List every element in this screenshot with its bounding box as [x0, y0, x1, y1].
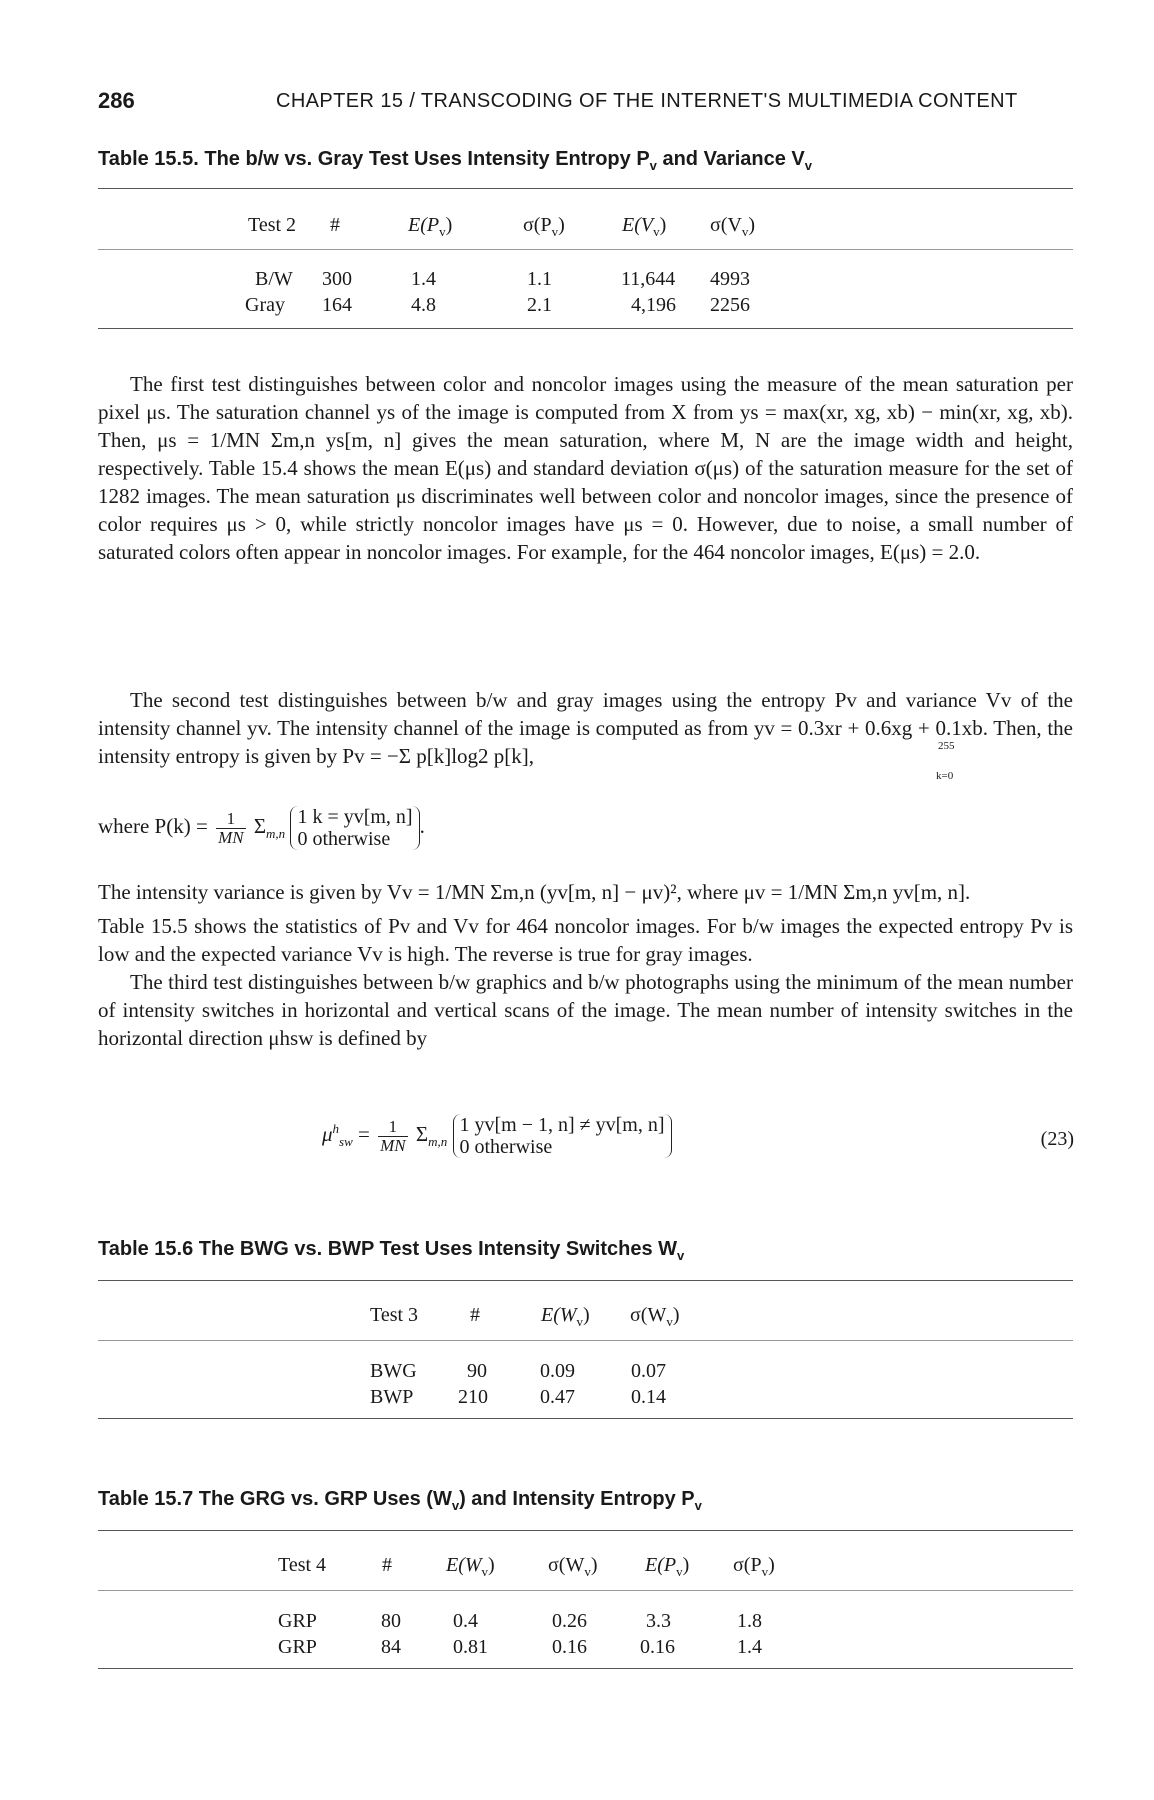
paragraph-text: The first test distinguishes between color and noncolor images using the measure of the mean saturation per pixel μs. The saturation channel ys of the image is computed from X from ys = max(xr, xg, xb) − min(xr, xg, xb). Then, μs = 1/MN Σm,n ys[m, n] gives the mean saturation, where M, N are the image width and height, respectively. Table 15.4 shows the mean E(μs) and standard deviation σ(μs) of the saturation measure for the set of 1282 images. The mean saturation μs discriminates well between color and noncolor images, since the presence of color requires μs > 0, while strictly noncolor images have μs = 0. However, due to noise, a small number of saturated colors often appear in noncolor images. For example, for the 464 noncolor images, E(μs) = 2.0.: [98, 372, 1073, 564]
table-cell: 0.26: [552, 1610, 587, 1632]
table-15-6-mid-rule: [98, 1340, 1073, 1341]
table-cell: 1.4: [411, 268, 436, 290]
table-cell: 1.1: [527, 268, 552, 290]
table-15-7-bottom-rule: [98, 1668, 1073, 1669]
page-number: 286: [98, 88, 135, 113]
page-header: [98, 88, 1074, 118]
equation-pk: where P(k) = $\frac{1}{MN}$ $\Sigma_{m,n}$ 1 k = yv[m, n] 0 otherwise .: [98, 806, 425, 850]
table-15-6-bottom-rule: [98, 1418, 1073, 1419]
table-cell: 2256: [710, 294, 750, 316]
table-cell: BWG: [370, 1360, 417, 1382]
paragraph-entropy-test: [98, 686, 1073, 770]
table-15-6-caption: Table 15.6 The BWG vs. BWP Test Uses Intensity Switches $W_v$: [98, 1238, 685, 1263]
fraction: $\frac{1}{MN}$: [218, 808, 244, 847]
header-cell: #: [470, 1304, 480, 1326]
table-cell: 3.3: [646, 1610, 671, 1632]
header-cell: $E(W_v)$: [446, 1554, 495, 1579]
paragraph-text: The third test distinguishes between b/w graphics and b/w photographs using the minimum of the mean number of intensity switches in horizontal and vertical scans of the image. The mean number of intensity switches in the horizontal direction μhsw is defined by: [98, 970, 1073, 1050]
table-15-5-mid-rule: [98, 249, 1073, 250]
sum-lower-limit: k=0: [936, 770, 954, 782]
table-cell: 11,644: [621, 268, 676, 290]
equation-number: (23): [1040, 1128, 1074, 1150]
sum-upper-limit: 255: [938, 740, 955, 752]
table-cell: 0.16: [552, 1636, 587, 1658]
header-cell: Test 3: [370, 1304, 419, 1326]
table-15-5-bottom-rule: [98, 328, 1073, 329]
case-one: 1 k = yv[m, n]: [297, 806, 413, 828]
sum-symbol: $\Sigma_{m,n}$: [253, 813, 286, 841]
case-zero: 0 otherwise: [459, 1136, 553, 1158]
sum-symbol: $\Sigma_{m,n}$: [415, 1121, 448, 1149]
table-15-6-top-rule: [98, 1280, 1073, 1281]
header-cell: Test 2: [248, 214, 297, 236]
case-zero: 0 otherwise: [297, 828, 391, 850]
table-cell: 1.4: [737, 1636, 762, 1658]
fraction: $\frac{1}{MN}$: [380, 1116, 406, 1155]
table-cell: 0.09: [540, 1360, 575, 1382]
header-cell: $\sigma(P_v)$: [523, 214, 565, 239]
table-cell: BWP: [370, 1386, 414, 1408]
header-cell: $E(V_v)$: [622, 214, 667, 239]
table-cell: 4.8: [411, 294, 436, 316]
header-cell: #: [382, 1554, 392, 1576]
header-cell: $\sigma(W_v)$: [548, 1554, 598, 1579]
header-cell: #: [330, 214, 340, 236]
equation-lhs: $\mu^h_{sw}$ =: [322, 1120, 370, 1149]
paragraph-text: Table 15.5 shows the statistics of Pv and Vv for 464 noncolor images. For b/w images the expected entropy Pv is low and the expected variance Vv is high. The reverse is true for gray images.: [98, 914, 1073, 966]
table-cell: 210: [458, 1386, 488, 1408]
paragraph-text: The intensity variance is given by Vv = 1/MN Σm,n (yv[m, n] − μv)², where μv = 1/MN Σm,n yv[m, n].: [98, 880, 971, 904]
table-cell: 1.8: [737, 1610, 762, 1632]
table-15-7-top-rule: [98, 1530, 1073, 1531]
table-15-5-top-rule: [98, 188, 1073, 189]
paragraph-variance: [98, 878, 1073, 1052]
table-cell: GRP: [278, 1636, 317, 1658]
header-cell: $\sigma(W_v)$: [630, 1304, 680, 1329]
table-cell: 0.81: [453, 1636, 488, 1658]
table-cell: 0.4: [453, 1610, 478, 1632]
header-cell: $E(W_v)$: [541, 1304, 590, 1329]
table-cell: 0.07: [631, 1360, 666, 1382]
table-cell: 84: [381, 1636, 401, 1658]
table-cell: 90: [467, 1360, 487, 1382]
table-cell: 4993: [710, 268, 750, 290]
table-cell: 0.16: [640, 1636, 675, 1658]
equation-lead: where P(k) =: [98, 813, 208, 838]
table-cell: 4,196: [631, 294, 676, 316]
table-cell: 0.14: [631, 1386, 666, 1408]
table-cell: 80: [381, 1610, 401, 1632]
table-cell: 2.1: [527, 294, 552, 316]
table-cell: B/W: [255, 268, 293, 290]
header-cell: $E(P_v)$: [645, 1554, 690, 1579]
header-cell: Test 4: [278, 1554, 327, 1576]
table-cell: 0.47: [540, 1386, 575, 1408]
equation-23: [322, 1114, 672, 1158]
cases-bracket: [453, 1114, 672, 1158]
table-cell: Gray: [245, 294, 285, 316]
running-title: CHAPTER 15 / TRANSCODING OF THE INTERNET'S MULTIMEDIA CONTENT: [276, 90, 1018, 112]
header-cell: $\sigma(V_v)$: [710, 214, 756, 239]
cases-bracket: [290, 806, 419, 850]
table-cell: 300: [322, 268, 352, 290]
table-cell: GRP: [278, 1610, 317, 1632]
paragraph-saturation-test: [98, 370, 1073, 566]
header-cell: $E(P_v)$: [408, 214, 453, 239]
table-15-7-mid-rule: [98, 1590, 1073, 1591]
table-cell: 164: [322, 294, 352, 316]
header-cell: $\sigma(P_v)$: [733, 1554, 775, 1579]
table-15-5-caption: Table 15.5. The b/w vs. Gray Test Uses Intensity Entropy $P_v$ and Variance $V_v$: [98, 148, 812, 173]
paragraph-text: The second test distinguishes between b/w and gray images using the entropy Pv and variance Vv of the intensity channel yv. The intensity channel of the image is computed as from yv = 0.3xr + 0.6xg + 0.1xb. Then, the intensity entropy is given by Pv = −Σ p[k]log2 p[k],: [98, 688, 1073, 768]
case-one: 1 yv[m − 1, n] ≠ yv[m, n]: [459, 1114, 665, 1136]
table-15-7-caption: Table 15.7 The GRG vs. GRP Uses $(W_v)$ and Intensity Entropy $P_v$: [98, 1488, 702, 1513]
